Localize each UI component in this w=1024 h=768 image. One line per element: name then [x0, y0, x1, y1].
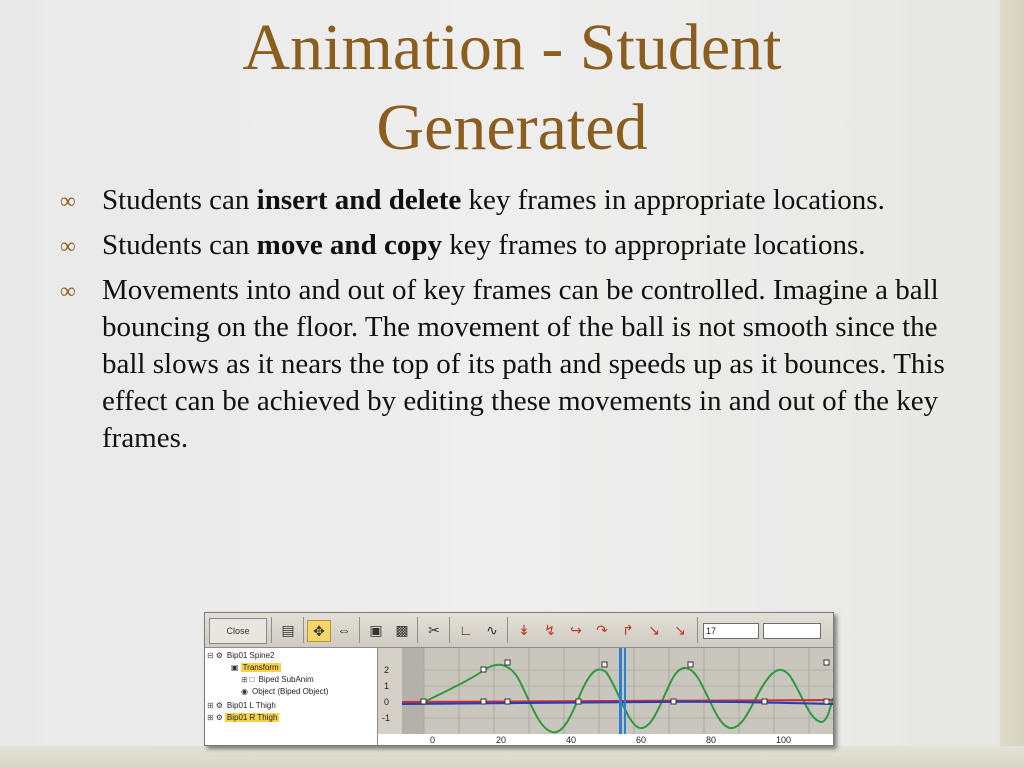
- expand-icon[interactable]: ⊞: [241, 675, 248, 684]
- move-keys-icon[interactable]: ✥: [307, 620, 331, 642]
- tangent-smooth-icon[interactable]: ↯: [544, 622, 556, 638]
- tree-item-label: Object (Biped Object): [251, 687, 329, 696]
- double-link-bullet-icon: ∞: [60, 233, 73, 258]
- slide-title-line-2: Generated: [376, 91, 648, 164]
- tree-item-label: Bip01 R Thigh: [226, 713, 278, 722]
- tree-item[interactable]: [207, 700, 278, 711]
- cut-icon[interactable]: ✂: [428, 622, 440, 638]
- bullet-item-2: [60, 227, 960, 264]
- x-tick-label: 80: [706, 735, 717, 745]
- tangent-custom-icon[interactable]: ↘: [674, 622, 686, 638]
- bullet-2-bold: move and copy: [256, 229, 442, 261]
- toolbar-separator: [417, 617, 418, 643]
- bullet-1-post: key frames in appropriate locations.: [461, 184, 885, 216]
- bullet-item-3: [60, 272, 960, 457]
- y-tick-label: 1: [384, 681, 390, 691]
- node-icon: ⚙: [215, 651, 223, 660]
- bullet-1-bold: insert and delete: [256, 184, 462, 216]
- tree-item[interactable]: [231, 662, 281, 673]
- tree-item[interactable]: [207, 712, 279, 723]
- curve-graph[interactable]: [378, 648, 833, 745]
- tangent-slow-icon[interactable]: ↘: [648, 622, 660, 638]
- toolbar-separator: [271, 617, 272, 643]
- node-icon: ⚙: [215, 701, 223, 710]
- tangent-auto-icon[interactable]: ↡: [518, 622, 530, 638]
- curve-tangent-icon[interactable]: ∟: [459, 622, 473, 638]
- time-ruler: [378, 734, 833, 745]
- bullet-3-pre: Movements into and out of key frames can be controlled. Imagine a ball bouncing on the floor. The movement of the ball is not smooth since the ball slows as it nears the top of its path and speeds up as it bounces. This effect can be achieved by editing these movements in and out of the key frames.: [102, 274, 945, 454]
- x-tick-label: 60: [636, 735, 647, 745]
- controller-tree: [205, 648, 378, 745]
- time-slider[interactable]: [619, 648, 622, 734]
- x-tick-label: 100: [776, 735, 792, 745]
- tree-item-label: Bip01 Spine2: [226, 651, 275, 660]
- tree-item[interactable]: [241, 674, 316, 685]
- tangent-step-icon[interactable]: ↷: [596, 622, 608, 638]
- transform-icon: ▣: [231, 663, 239, 672]
- tree-item-label: Transform: [242, 663, 279, 672]
- slide-edge-bottom: [0, 746, 1024, 768]
- time-slider-edge: [624, 648, 626, 734]
- tree-item[interactable]: [207, 650, 276, 661]
- expand-icon[interactable]: ⊞: [207, 713, 214, 722]
- filter-icon[interactable]: ▤: [281, 622, 295, 638]
- toolbar-separator: [359, 617, 360, 643]
- y-tick-label: 2: [384, 665, 390, 675]
- toolbar-separator: [697, 617, 698, 643]
- bullet-1-pre: Students can: [102, 184, 257, 216]
- slide-title: [0, 8, 1024, 168]
- expand-icon[interactable]: ⊟: [207, 651, 214, 660]
- tangent-linear-icon[interactable]: ↪: [570, 622, 582, 638]
- close-button[interactable]: Close: [209, 618, 267, 644]
- tangent-fast-icon[interactable]: ↱: [622, 622, 634, 638]
- curve-graph-svg: [378, 648, 833, 745]
- toolbar-separator: [507, 617, 508, 643]
- double-link-bullet-icon: ∞: [60, 278, 73, 303]
- bullet-2-post: key frames to appropriate locations.: [441, 229, 866, 261]
- tangent-icon[interactable]: ∿: [486, 622, 498, 638]
- toolbar-separator: [303, 617, 304, 643]
- curve-editor-screenshot: [204, 612, 834, 746]
- bullet-list: [60, 182, 960, 465]
- toolbar-separator: [449, 617, 450, 643]
- object-icon: ◉: [241, 687, 248, 696]
- expand-icon[interactable]: ⊞: [207, 701, 214, 710]
- node-icon: ⚙: [215, 713, 223, 722]
- range-shade: [402, 648, 424, 734]
- double-link-bullet-icon: ∞: [60, 188, 73, 213]
- tree-item-label: Bip01 L Thigh: [226, 701, 276, 710]
- bullet-2-pre: Students can: [102, 229, 257, 261]
- slide-title-line-1: Animation - Student: [242, 11, 782, 84]
- curve-editor-toolbar: [205, 613, 833, 648]
- insert-key-icon[interactable]: ▣: [369, 622, 383, 638]
- value-ruler: [378, 648, 402, 745]
- subanim-icon: □: [249, 675, 255, 684]
- x-tick-label: 0: [430, 735, 436, 745]
- y-tick-label: 0: [384, 697, 390, 707]
- x-tick-label: 20: [496, 735, 507, 745]
- delete-key-icon[interactable]: ▩: [395, 622, 409, 638]
- slide-keys-icon[interactable]: ⇔: [337, 622, 351, 638]
- value-field[interactable]: [763, 623, 821, 639]
- bullet-item-1: [60, 182, 960, 219]
- tree-item-label: Biped SubAnim: [258, 675, 314, 684]
- x-tick-label: 40: [566, 735, 577, 745]
- y-tick-label: -1: [382, 713, 391, 723]
- frame-field[interactable]: 17: [703, 623, 759, 639]
- tree-item[interactable]: [241, 686, 330, 697]
